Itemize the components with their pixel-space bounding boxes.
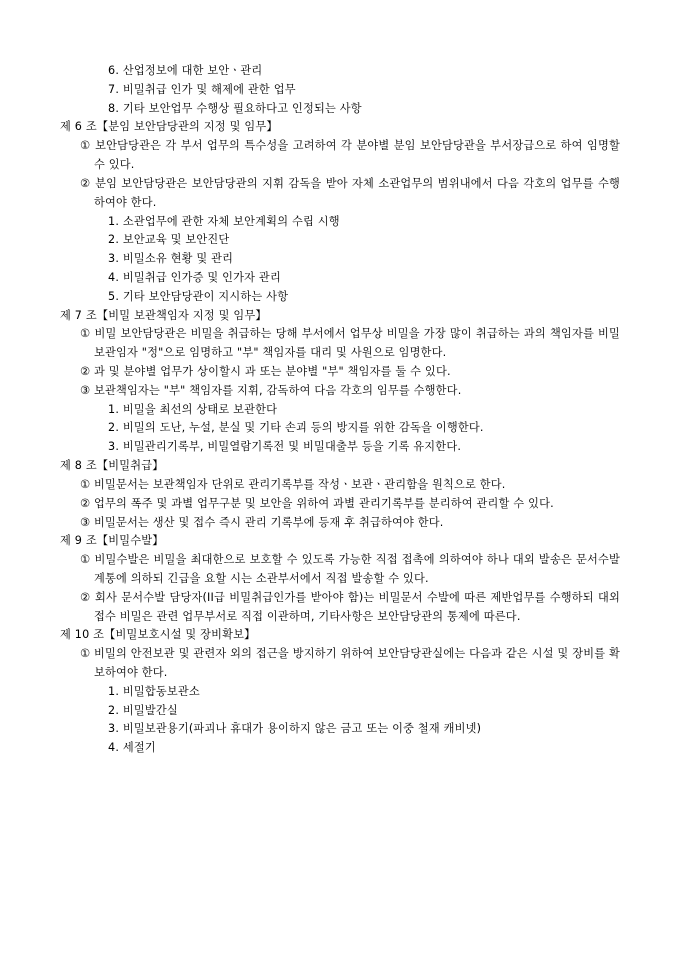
sub-clause-item: 6. 산업정보에 대한 보안ㆍ관리 — [108, 64, 263, 77]
sub-clause-item: 2. 비밀의 도난, 누설, 분실 및 기타 손괴 등의 방지를 위한 감독을 이행한다. — [108, 421, 484, 435]
sub-clause-item: 4. 비밀취급 인가증 및 인가자 관리 — [108, 270, 281, 284]
sub-clause-item: 5. 기타 보안담당관이 지시하는 사항 — [108, 289, 289, 303]
clause-item: ② 회사 문서수발 담당자(II급 비밀취급인가를 받아야 함)는 비밀문서 수발에 따른 제반업무를 수행하되 대외 접수 비밀은 관련 업무부서로 직접 이관하며, 기타사항은 보안담당관의 통제에 따른다. — [80, 590, 624, 623]
article-heading: 제 10 조【비밀보호시설 및 장비확보】 — [60, 628, 256, 642]
clause-item: ① 비밀 보안담당관은 비밀을 취급하는 당해 부서에서 업무상 비밀을 가장 많이 취급하는 과의 책임자를 비밀보관임자 "정"으로 임명하고 "부" 책임자를 대리 및 사원으로 임명한다. — [80, 327, 620, 360]
clause-item: ② 과 및 분야별 업무가 상이할시 과 또는 분야별 "부" 책임자를 둘 수 있다. — [80, 365, 451, 378]
clause-item: ① 비밀수발은 비밀을 최대한으로 보호할 수 있도록 가능한 직접 접촉에 의하여야 하나 대외 발송은 문서수발 계통에 의하되 긴급을 요할 시는 소관부서에서 직접 발송할 수 있다. — [80, 553, 624, 585]
clause-item: ② 분임 보안담당관은 보안담당관의 지휘 감독을 받아 자체 소관업무의 범위내에서 다음 각호의 업무를 수행하여야 한다. — [80, 176, 620, 209]
sub-clause-item: 3. 비밀소유 현황 및 관리 — [108, 252, 234, 266]
sub-clause-item: 4. 세절기 — [108, 741, 156, 755]
sub-clause-item: 1. 소관업무에 관한 자체 보안계획의 수립 시행 — [108, 214, 340, 228]
clause-item: ① 비밀의 안전보관 및 관련자 외의 접근을 방지하기 위하여 보안담당관실에는 다음과 같은 시설 및 장비를 확보하여야 한다. — [80, 647, 620, 679]
article-heading: 제 9 조【비밀수발】 — [60, 534, 164, 548]
article-heading: 제 8 조【비밀취급】 — [60, 459, 164, 473]
sub-clause-item: 8. 기타 보안업무 수행상 필요하다고 인정되는 사항 — [108, 101, 362, 115]
sub-clause-item: 3. 비밀관리기록부, 비밀열람기록전 및 비밀대출부 등을 기록 유지한다. — [108, 440, 462, 454]
sub-clause-item: 1. 비밀합동보관소 — [108, 684, 200, 698]
sub-clause-item: 2. 비밀발간실 — [108, 703, 178, 717]
sub-clause-item: 2. 보안교육 및 보안진단 — [108, 233, 230, 247]
clause-item: ① 비밀문서는 보관책임자 단위로 관리기록부를 작성ㆍ보관ㆍ관리함을 원칙으로 한다. — [80, 477, 506, 491]
clause-item: ① 보안담당관은 각 부서 업무의 특수성을 고려하여 각 분야별 분임 보안담당관을 부서장급으로 하여 임명할 수 있다. — [80, 139, 624, 172]
article-heading: 제 7 조【비밀 보관책임자 지정 및 임무】 — [60, 308, 267, 322]
sub-clause-item: 1. 비밀을 최선의 상태로 보관한다 — [108, 402, 278, 416]
sub-clause-item: 3. 비밀보관용기(파괴나 휴대가 용이하지 않은 금고 또는 이중 철재 캐비넷) — [108, 722, 482, 736]
clause-item: ③ 비밀문서는 생산 및 접수 즉시 관리 기록부에 등재 후 취급하여야 한다. — [80, 515, 444, 529]
document-body — [60, 62, 624, 758]
sub-clause-item: 7. 비밀취급 인가 및 해제에 관한 업무 — [108, 82, 296, 96]
clause-item: ③ 보관책임자는 "부" 책임자를 지휘, 감독하여 다음 각호의 임무를 수행한다. — [80, 383, 462, 397]
article-heading: 제 6 조【분임 보안담당관의 지정 및 임무】 — [60, 120, 278, 134]
clause-item: ② 업무의 폭주 및 과별 업무구분 및 보안을 위하여 과별 관리기록부를 분리하여 관리할 수 있다. — [80, 496, 554, 510]
